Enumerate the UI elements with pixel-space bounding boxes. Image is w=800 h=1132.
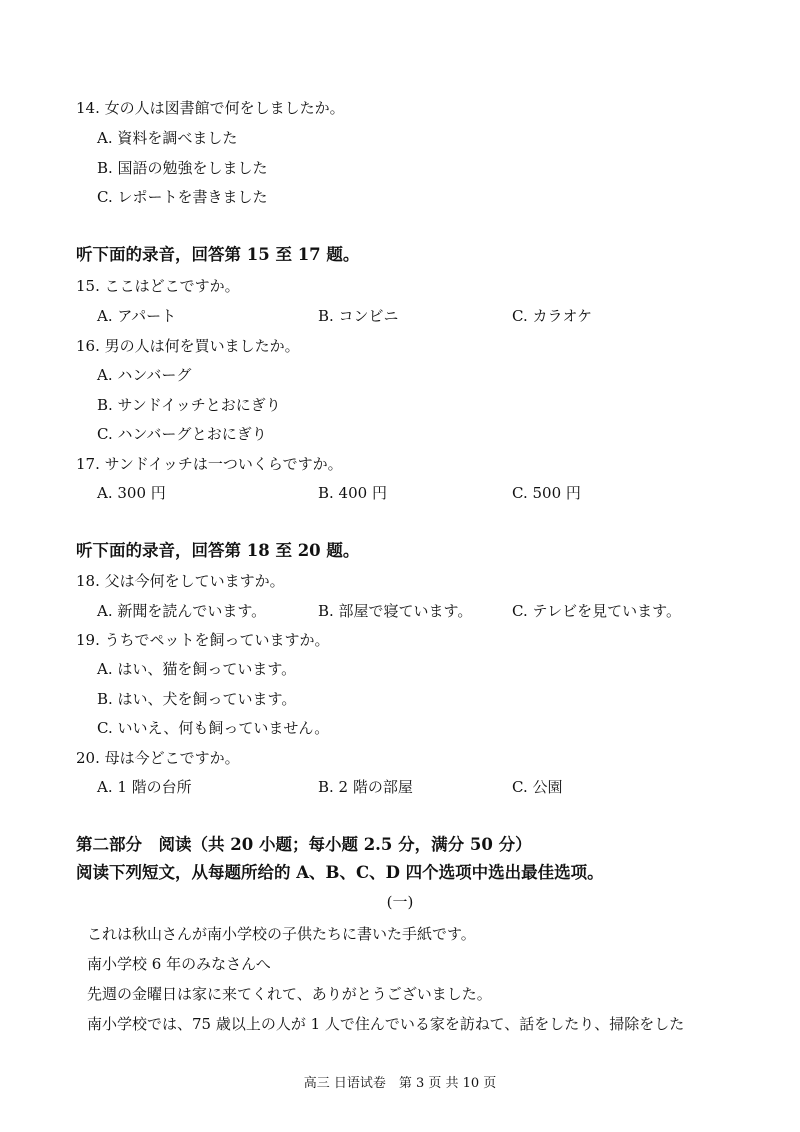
passage-line-2: 南小学校 6 年のみなさんへ xyxy=(87,955,271,973)
part2-instruction: 阅读下列短文，从每题所给的 A、B、C、D 四个选项中选出最佳选项。 xyxy=(76,863,604,882)
passage-line-3: 先週の金曜日は家に来てくれて、ありがとうございました。 xyxy=(87,985,492,1003)
q19-option-a: A. はい、猫を飼っています。 xyxy=(97,660,297,678)
q15-option-a: A. アパート xyxy=(97,307,177,325)
q16-option-b: B. サンドイッチとおにぎり xyxy=(97,396,281,414)
q19-stem: 19. うちでペットを飼っていますか。 xyxy=(76,631,330,649)
q17-option-b: B. 400 円 xyxy=(318,484,387,502)
passage-line-4: 南小学校では、75 歳以上の人が 1 人で住んでいる家を訪ねて、話をしたり、掃除をした xyxy=(87,1015,685,1033)
q16-option-a: A. ハンバーグ xyxy=(97,366,192,384)
q20-option-b: B. 2 階の部屋 xyxy=(318,778,413,796)
q20-option-c: C. 公園 xyxy=(512,778,563,796)
q18-option-a: A. 新聞を読んでいます。 xyxy=(97,602,267,620)
q15-stem: 15. ここはどこですか。 xyxy=(76,277,240,295)
q15-option-b: B. コンビニ xyxy=(318,307,399,325)
q14-option-b: B. 国語の勉強をしました xyxy=(97,159,268,177)
q15-option-c: C. カラオケ xyxy=(512,307,593,325)
page-footer: 高三 日语试卷 第 3 页 共 10 页 xyxy=(303,1076,497,1091)
q17-stem: 17. サンドイッチは一ついくらですか。 xyxy=(76,455,343,473)
passage-number: (一) xyxy=(386,893,414,911)
q14-stem: 14. 女の人は図書館で何をしましたか。 xyxy=(76,99,345,117)
q19-option-c: C. いいえ、何も飼っていません。 xyxy=(97,719,330,737)
q16-option-c: C. ハンバーグとおにぎり xyxy=(97,425,267,443)
q16-stem: 16. 男の人は何を買いましたか。 xyxy=(76,337,300,355)
q17-option-c: C. 500 円 xyxy=(512,484,581,502)
q18-stem: 18. 父は今何をしていますか。 xyxy=(76,572,285,590)
q14-option-c: C. レポートを書きました xyxy=(97,188,268,206)
q19-option-b: B. はい、犬を飼っています。 xyxy=(97,690,297,708)
q20-option-a: A. 1 階の台所 xyxy=(97,778,192,796)
q17-option-a: A. 300 円 xyxy=(97,484,166,502)
q20-stem: 20. 母は今どこですか。 xyxy=(76,749,240,767)
passage-line-1: これは秋山さんが南小学校の子供たちに書いた手紙です。 xyxy=(87,925,476,943)
q18-option-c: C. テレビを見ています。 xyxy=(512,602,681,620)
q18-option-b: B. 部屋で寝ています。 xyxy=(318,602,473,620)
part2-title: 第二部分 阅读（共 20 小题；每小题 2.5 分，满分 50 分） xyxy=(76,835,532,854)
section-heading-15-17: 听下面的录音，回答第 15 至 17 题。 xyxy=(76,245,360,264)
section-heading-18-20: 听下面的录音，回答第 18 至 20 题。 xyxy=(76,541,360,560)
q14-option-a: A. 資料を調べました xyxy=(97,129,238,147)
